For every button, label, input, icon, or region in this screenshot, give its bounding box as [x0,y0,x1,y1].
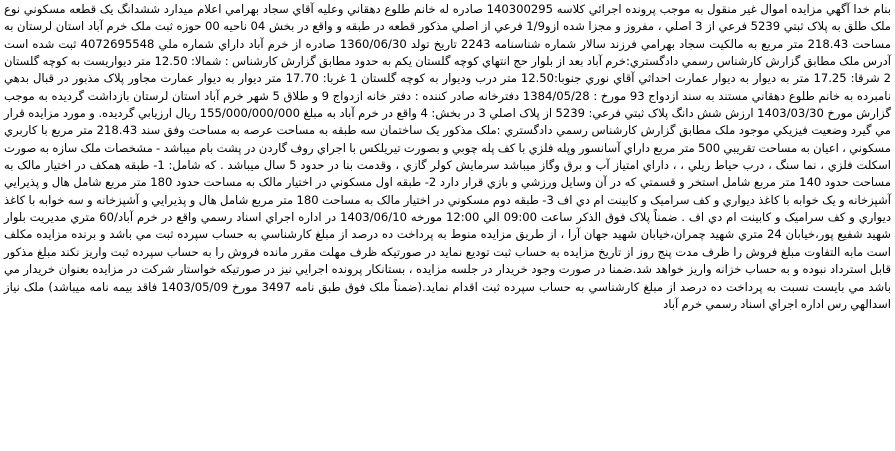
auction-notice-text: بنام خدا آگهي مزايده اموال غير منقول به موجب پرونده اجرائي كلاسه 140300295 صادره له خانم طلوع دهقاني وعليه آقاي سجاد بهرامي اعلام ميدارد ششدانگ يک قطعه مسکوني نوع ملک طلق به پلاک ثبتي 5239 فرعي از 3 اصلي ، مفروز و مجزا شده ازو1/9 فرعي از اصلي مذکور قطعه در طبقه و واقع در بخش 04 ناحيه 00 حوزه ثبت ملک خرم آباد استان لرستان به مساحت 218.43 متر مربع به مالکيت سجاد بهرامي فرزند سالار شماره شناسنامه 2243 تاريخ تولد 1360/06/30 صادره از خرم آباد داراي شماره ملي 4072695548 ثبت شده است آدرس ملک مطابق گزارش کارشناس رسمي دادگستري:خرم آباد بعد از بلوار حج انتهاي کوچه گلستان يکم به حدود مطابق گزارش کارشناس : شمالا: 12.50 متر ديواريست به کوچه گلستان 2 شرقا: 17.25 متر به ديوار به ديوار عمارت احداثي آقاي نوري جنوبا:12.50 متر درب وديوار به کوچه گلستان 1 غربا: 17.70 متر ديوار به ديوار عمارت مجاور پلاک مذبور در قبال بدهي نامبرده به خانم طلوع دهقاني مستند به سند ازدواج 93 مورخ : 1384/05/28 دفترخانه صادر کننده : دفتر خانه ازدواج 9 و طلاق 5 شهر خرم آباد استان لرستان بازداشت گرديده به موجب گزارش مورخ 1403/03/30 ارزش شش دانگ پلاک ثبتي فرعي: 5239 از پلاک اصلي 3 در بخش: 4 واقع در خرم آباد به مبلغ 155/000/000/000 ريال ارزيابي گرديده. و مورد مزايده قرار مي گيرد وضعيت فيزيکي موجود ملک مطابق گزارش کارشناس رسمي دادگستري :ملک مذکور يک ساختمان سه طبقه به مساحت عرصه به مساحت وفق سند 218.43 متر مربع با کاربري مسکوني ، اعيان به مساحت تقريبي 500 متر مربع داراي آسانسور وپله فلزي با کف پله چوبي و بصورت تيريلکس با اجراي روف گاردن در پشت بام ميباشد - مشخصات ملک سازه به صورت اسکلت فلزي ، نما سنگ ، درب حياط ريلي ، ، داراي امتياز آب و برق وگاز ميباشد سرمايش کولر گازي ، وقدمت بنا در حدود 5 سال ميباشد . که شامل: 1- طبقه همکف در اختيار مالک به مساحت حدود 140 متر مربع شامل استخر و قسمتي که در آن وسايل ورزشي و بازي قرار دارد 2- طبقه اول مسکوني در اختيار مالک به مساحت حدود 180 متر مربع شامل هال و پذيرايي آشپزخانه و يک خوابه با کاغذ ديواري و کف سراميک و کابينت ام دي اف 3- طبقه دوم مسکوني در اختيار مالک به مساحت 180 متر مربع شامل هال و پذيرايي و آشپزخانه و سه خوابه با کاغذ ديواري و کف سراميک و کابينت ام دي اف . ضمناً پلاک فوق الذکر ساعت 09:00 الي 12:00 مورخه 1403/06/10 در اداره اجراي اسناد رسمي واقع در خرم آباد/60 متري مديريت بلوار شهيد شفيع پور،خيابان 24 متري شهيد چمران،خيابان شهيد جهان آرا ، از طريق مزايده منوط به پرداخت ده درصد از مبلغ کارشناسي به حساب سپرده ثبت مي باشد و برنده مزايده مکلف است مابه التفاوت مبلغ فروش را ظرف مدت پنج روز از تاريخ مزايده به حساب ثبت توديع نمايد در صورتيکه ظرف مهلت مقرر مانده فروش را به حساب سپرده ثبت واريز نکند مبلغ مذکور قابل استرداد نبوده و به حساب خزانه واريز خواهد شد.ضمنا در صورت وجود خريدار در جلسه مزايده ، بستانکار پرونده اجرايي نيز در صورتيکه خواستار شرکت در مزايده بعنوان خريدار مي باشد مي بايست نسبت به پرداخت ده درصد از مبلغ کارشناسي به حساب سپرده ثبت اقدام نمايد.(ضمناً ملک فوق طبق نامه 3497 مورخ 1403/05/09 فاقد بيمه نامه ميباشد) ملک نياز اسدالهي رس اداره اجراي اسناد رسمي خرم آباد [4,2,892,311]
